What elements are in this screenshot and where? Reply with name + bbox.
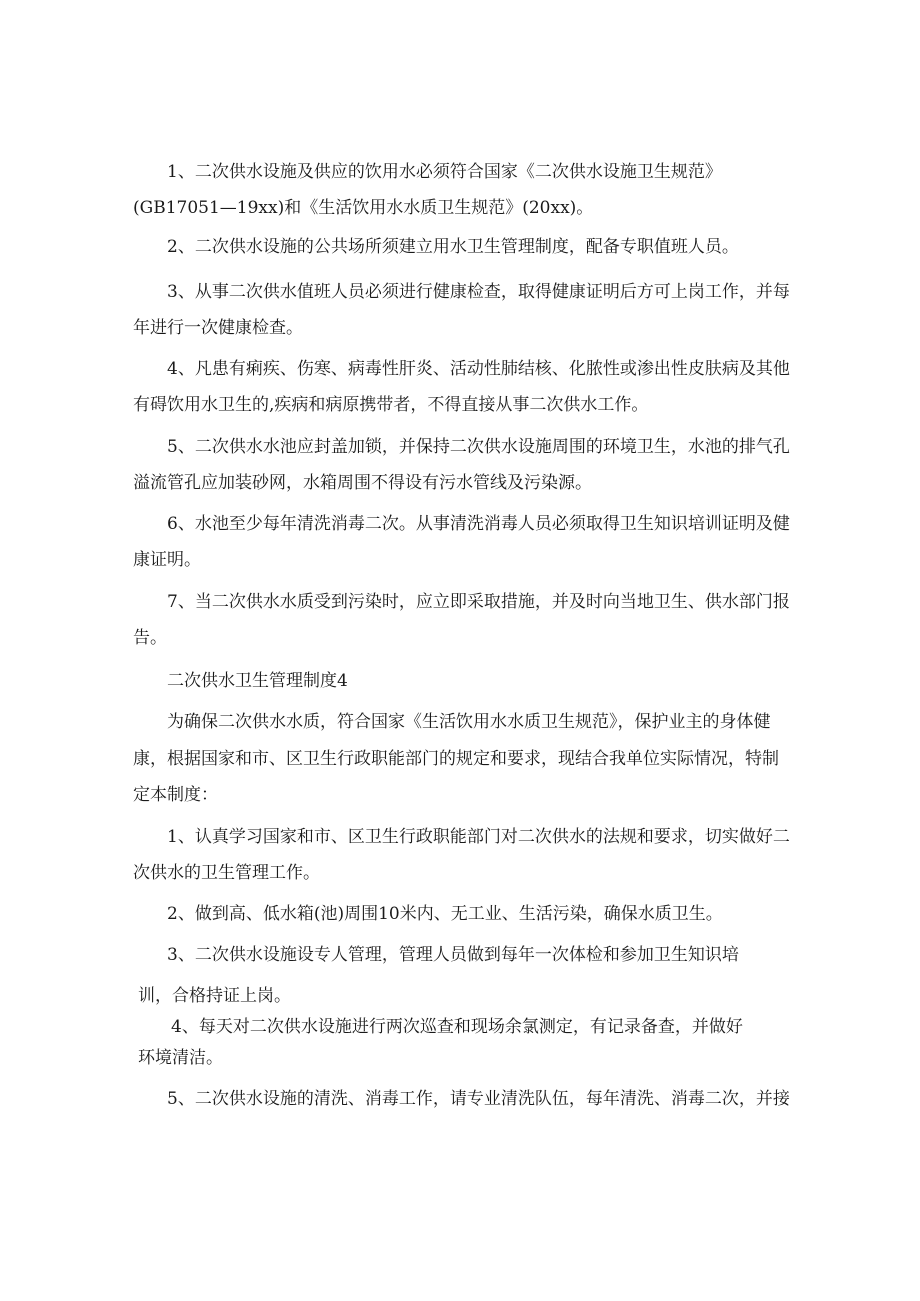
text-line: 康，根据国家和市、区卫生行政职能部门的规定和要求，现结合我单位实际情况，特制	[133, 749, 779, 769]
text-line: 训，合格持证上岗。	[138, 986, 291, 1006]
section-title: 二次供水卫生管理制度4	[167, 671, 348, 691]
text-line: 6、水池至少每年清洗消毒二次。从事清洗消毒人员必须取得卫生知识培训证明及健	[167, 514, 790, 534]
text-line: 3、从事二次供水值班人员必须进行健康检查，取得健康证明后方可上岗工作，并每	[167, 282, 790, 302]
text-line: 有碍饮用水卫生的,疾病和病原携带者，不得直接从事二次供水工作。	[133, 395, 649, 415]
text-line: 1、二次供水设施及供应的饮用水必须符合国家《二次供水设施卫生规范》	[167, 162, 722, 182]
text-line: 次供水的卫生管理工作。	[133, 863, 320, 883]
text-line: 为确保二次供水水质，符合国家《生活饮用水水质卫生规范》，保护业主的身体健	[167, 712, 771, 732]
text-line: 4、凡患有痢疾、伤寒、病毒性肝炎、活动性肺结核、化脓性或渗出性皮肤病及其他	[167, 359, 790, 379]
text-line: 1、认真学习国家和市、区卫生行政职能部门对二次供水的法规和要求，切实做好二	[167, 827, 790, 847]
text-line: 康证明。	[133, 550, 201, 570]
text-line: 5、二次供水水池应封盖加锁，并保持二次供水设施周围的环境卫生，水池的排气孔	[167, 437, 790, 457]
text-line: 溢流管孔应加装砂网，水箱周围不得设有污水管线及污染源。	[133, 473, 592, 493]
text-line: 年进行一次健康检查。	[133, 318, 303, 338]
text-line: 告。	[133, 628, 167, 648]
text-line: 7、当二次供水水质受到污染时，应立即采取措施，并及时向当地卫生、供水部门报	[167, 592, 790, 612]
text-line: 2、做到高、低水箱(池)周围10米内、无工业、生活污染，确保水质卫生。	[167, 904, 723, 924]
text-line: 3、二次供水设施设专人管理，管理人员做到每年一次体检和参加卫生知识培	[167, 945, 739, 965]
text-line: 2、二次供水设施的公共场所须建立用水卫生管理制度，配备专职值班人员。	[167, 237, 739, 257]
text-line: 4、每天对二次供水设施进行两次巡查和现场余氯测定，有记录备查，并做好	[171, 1017, 743, 1037]
text-line: 5、二次供水设施的清洗、消毒工作，请专业清洗队伍，每年清洗、消毒二次，并接	[167, 1089, 790, 1109]
text-line: 定本制度：	[133, 785, 218, 805]
text-line: 环境清洁。	[138, 1048, 223, 1068]
text-line: (GB17051—19xx)和《生活饮用水水质卫生规范》(20xx)。	[133, 198, 594, 218]
